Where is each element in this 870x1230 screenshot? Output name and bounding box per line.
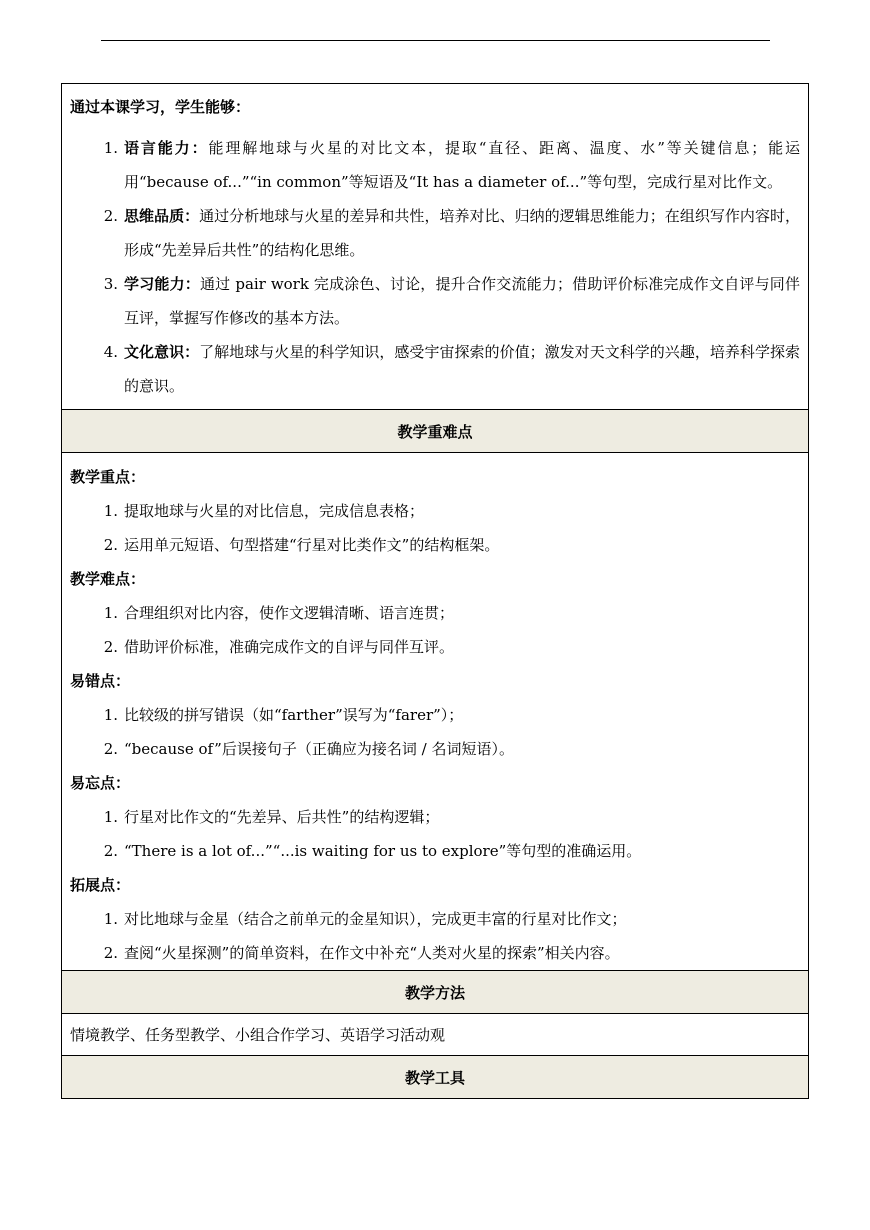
- list-number: 2.: [103, 740, 118, 758]
- list-text: 运用单元短语、句型搭建“行星对比类作文”的结构框架。: [124, 536, 500, 554]
- list-number: 2.: [103, 207, 118, 225]
- list-number: 1.: [103, 502, 118, 520]
- list-number: 1.: [103, 706, 118, 724]
- methods-header: 教学方法: [62, 971, 808, 1014]
- list-number: 4.: [103, 343, 118, 361]
- header-rule: [101, 40, 770, 41]
- list-text: 合理组织对比内容，使作文逻辑清晰、语言连贯；: [124, 604, 455, 622]
- list-item: [70, 936, 800, 970]
- section-label: 拓展点：: [70, 876, 131, 894]
- list-text: 提取地球与火星的对比信息，完成信息表格；: [124, 502, 425, 520]
- list-number: 1.: [103, 910, 118, 928]
- list-item: [70, 800, 800, 834]
- list-item: [70, 698, 800, 732]
- list-text: 对比地球与金星（结合之前单元的金星知识），完成更丰富的行星对比作文；: [124, 910, 627, 928]
- tools-header: 教学工具: [62, 1056, 808, 1098]
- objective-text: 通过 pair work 完成涂色、讨论，提升合作交流能力；借助评价标准完成作文自评与同伴互评，掌握写作修改的基本方法。: [124, 275, 800, 327]
- list-item: [70, 834, 800, 868]
- objectives-cell: [62, 84, 808, 410]
- list-number: 2.: [103, 944, 118, 962]
- list-item: [70, 494, 800, 528]
- objective-label: 思维品质：: [124, 207, 200, 225]
- section-label: 教学难点：: [70, 570, 146, 588]
- objective-label: 文化意识：: [124, 343, 200, 361]
- methods-text: 情境教学、任务型教学、小组合作学习、英语学习活动观: [62, 1014, 808, 1056]
- key-points-cell: [62, 453, 808, 971]
- list-text: 行星对比作文的“先差异、后共性”的结构逻辑；: [124, 808, 440, 826]
- list-item: [70, 596, 800, 630]
- list-number: 1.: [103, 604, 118, 622]
- objective-text: 能理解地球与火星的对比文本，提取“直径、距离、温度、水”等关键信息；能运用“because of...”“in common”等短语及“It has a diameter of...”等句型，完成行星对比作文。: [124, 139, 800, 191]
- section-label: 教学重点：: [70, 468, 146, 486]
- key-points-header: 教学重难点: [62, 410, 808, 453]
- objective-item: [70, 335, 800, 403]
- list-text: 借助评价标准，准确完成作文的自评与同伴互评。: [124, 638, 455, 656]
- list-item: [70, 732, 800, 766]
- list-text: “because of”后误接句子（正确应为接名词 / 名词短语）。: [124, 740, 514, 758]
- objective-label: 语言能力：: [124, 139, 209, 157]
- list-number: 1.: [103, 808, 118, 826]
- list-number: 2.: [103, 536, 118, 554]
- list-number: 1.: [103, 139, 118, 157]
- objective-item: [70, 199, 800, 267]
- list-number: 2.: [103, 842, 118, 860]
- list-number: 3.: [103, 275, 118, 293]
- list-text: “There is a lot of...”“...is waiting for us to explore”等句型的准确运用。: [124, 842, 642, 860]
- list-number: 2.: [103, 638, 118, 656]
- objective-text: 了解地球与火星的科学知识，感受宇宙探索的价值；激发对天文科学的兴趣，培养科学探索的意识。: [124, 343, 800, 395]
- section-label: 易忘点：: [70, 774, 131, 792]
- lesson-plan-table: [61, 83, 809, 1099]
- objective-item: [70, 267, 800, 335]
- list-item: [70, 528, 800, 562]
- list-text: 查阅“火星探测”的简单资料，在作文中补充“人类对火星的探索”相关内容。: [124, 944, 620, 962]
- list-item: [70, 902, 800, 936]
- objective-label: 学习能力：: [124, 275, 200, 293]
- list-item: [70, 630, 800, 664]
- objective-item: [70, 131, 800, 199]
- objectives-intro: 通过本课学习，学生能够：: [70, 98, 251, 116]
- list-text: 比较级的拼写错误（如“farther”误写为“farer”）；: [124, 706, 464, 724]
- objective-text: 通过分析地球与火星的差异和共性，培养对比、归纳的逻辑思维能力；在组织写作内容时，形成“先差异后共性”的结构化思维。: [124, 207, 800, 259]
- section-label: 易错点：: [70, 672, 131, 690]
